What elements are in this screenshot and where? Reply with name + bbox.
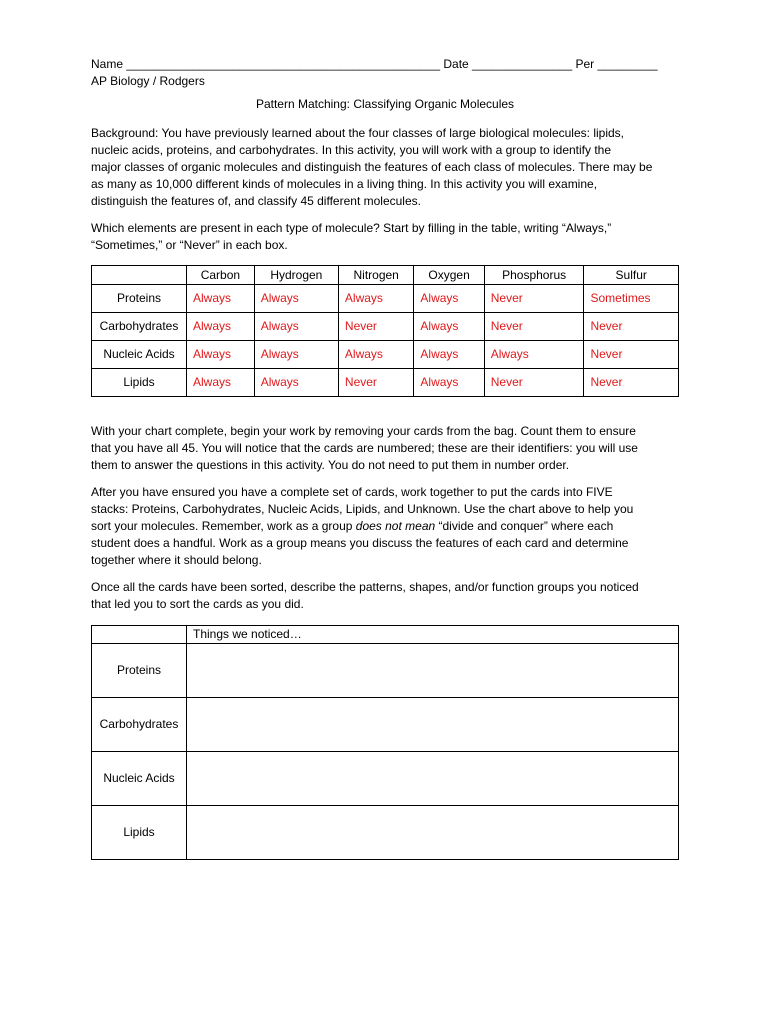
text-run: sort your molecules. Remember, work as a group [91,519,356,533]
table-cell: Never [484,369,584,397]
table-cell: Always [187,341,255,369]
paragraph-line: together where it should belong. [91,553,262,567]
text-run: “divide and conquer” where each [435,519,614,533]
column-header: Sulfur [584,266,679,285]
question-paragraph [91,220,679,254]
course-line: AP Biology / Rodgers [91,74,205,88]
table-cell: Always [338,341,414,369]
row-label: Lipids [92,369,187,397]
paragraph-line: them to answer the questions in this activity. You do not need to put them in number order. [91,458,570,472]
table-cell: Always [254,369,338,397]
table-row [92,698,679,752]
blank-header-cell [92,626,187,644]
notes-cell[interactable] [187,698,679,752]
row-label: Proteins [92,285,187,313]
column-header: Oxygen [414,266,484,285]
emphasis-text: does not mean [355,519,436,533]
table-cell: Never [584,313,679,341]
background-line: nucleic acids, proteins, and carbohydrates. In this activity, you will work with a group to identify the [91,143,612,157]
row-label: Carbohydrates [92,698,187,752]
row-label: Lipids [92,806,187,860]
table-row [92,369,679,397]
column-header [92,266,187,285]
paragraph-line: After you have ensured you have a complete set of cards, work together to put the cards into FIVE [91,485,613,499]
table-cell: Always [187,285,255,313]
column-header: Carbon [187,266,255,285]
table-cell: Always [414,341,484,369]
column-header: Hydrogen [254,266,338,285]
stacks-paragraph [91,484,679,569]
row-label: Nucleic Acids [92,341,187,369]
table-cell: Never [338,313,414,341]
table-row [92,752,679,806]
sorted-paragraph [91,579,679,613]
background-paragraph [91,125,679,210]
table-cell: Never [484,285,584,313]
paragraph-line: With your chart complete, begin your work by removing your cards from the bag. Count them to ensure [91,424,636,438]
table-cell: Always [414,313,484,341]
background-line: as many as 10,000 different kinds of molecules in a living thing. In this activity you will examine, [91,177,598,191]
table-cell: Never [584,341,679,369]
paragraph-line: that led you to sort the cards as you did. [91,597,304,611]
row-label: Proteins [92,644,187,698]
table-cell: Never [338,369,414,397]
table-cell: Always [254,285,338,313]
table-cell: Sometimes [584,285,679,313]
name-date-per-line: Name _______________________________________________ Date _______________ Per _________ [91,57,658,71]
table-row [92,285,679,313]
table-row [92,806,679,860]
column-header: Nitrogen [338,266,414,285]
elements-table-header-row [92,266,679,285]
chart-complete-paragraph [91,423,679,474]
table-cell: Always [484,341,584,369]
paragraph-line: student does a handful. Work as a group means you discuss the features of each card and determine [91,536,629,550]
table-cell: Always [338,285,414,313]
table-row [92,313,679,341]
table-cell: Always [254,313,338,341]
column-header: Phosphorus [484,266,584,285]
worksheet-page [91,56,679,860]
notice-table [91,625,679,860]
table-cell: Always [254,341,338,369]
table-cell: Always [187,313,255,341]
paragraph-line [91,518,679,535]
question-line: Which elements are present in each type of molecule? Start by filling in the table, writing “Always,” [91,221,612,235]
background-line: Background: You have previously learned about the four classes of large biological molecules: lipids, [91,126,624,140]
row-label: Nucleic Acids [92,752,187,806]
row-label: Carbohydrates [92,313,187,341]
elements-table [91,265,679,397]
paragraph-line: stacks: Proteins, Carbohydrates, Nucleic Acids, Lipids, and Unknown. Use the chart above to help you [91,502,634,516]
page-title: Pattern Matching: Classifying Organic Molecules [255,97,515,111]
paragraph-line: Once all the cards have been sorted, describe the patterns, shapes, and/or function groups you noticed [91,580,639,594]
table-cell: Always [414,285,484,313]
notes-cell[interactable] [187,806,679,860]
table-cell: Always [187,369,255,397]
background-line: distinguish the features of, and classify 45 different molecules. [91,194,421,208]
notes-cell[interactable] [187,752,679,806]
notice-table-header-row [92,626,679,644]
table-cell: Never [484,313,584,341]
question-line: “Sometimes,” or “Never” in each box. [91,238,288,252]
column-header: Things we noticed… [187,626,679,644]
background-line: major classes of organic molecules and distinguish the features of each class of molecules. There may be [91,160,653,174]
table-row [92,644,679,698]
table-row [92,341,679,369]
paragraph-line: that you have all 45. You will notice that the cards are numbered; these are their identifiers: you will use [91,441,638,455]
table-cell: Never [584,369,679,397]
notes-cell[interactable] [187,644,679,698]
table-cell: Always [414,369,484,397]
